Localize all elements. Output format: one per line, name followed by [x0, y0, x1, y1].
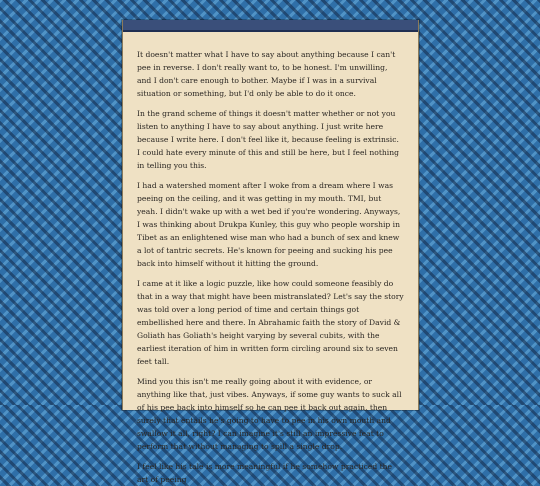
paragraph: I came at it like a logic puzzle, like how could someone feasibly do that in a way that might have been mistranslated? Let's say the story was told over a long period of time and certain things got embellished here and there. In Abrahamic faith the story of David & Goliath has Goliath's height varying by several cubits, with the earliest iteration of him in written form circling around six to seven feet tall. [137, 279, 404, 366]
paragraph: I had a watershed moment after I woke from a dream where I was peeing on the ceiling, and it was getting in my mouth. TMI, but yeah. I didn't wake up with a wet bed if you're wondering. Anyways, I was thinking about Drukpa Kunley, this guy who people worship in Tibet as an enlightened wise man who had a bunch of sex and knew a lot of tantric secrets. He's known for peeing and sucking his pee back into himself without it hitting the ground. [137, 181, 401, 268]
paragraph: It doesn't matter what I have to say about anything because I can't pee in reverse. I don't really want to, to be honest. I'm unwilling, and I don't care enough to bother. Maybe if I was in a survival situation or something, but I'd only be able to do it once. [137, 50, 396, 98]
post-body [123, 32, 418, 486]
paragraph: Mind you this isn't me really going about it with evidence, or anything like that, just vibes. Anyways, if some guy wants to suck all of his pee back into himself so he can pee it back out again, then surely that entails he's going to have to pee in his own mouth and swallow it all, right? I can imagine it's still an impressive feat to perform that without managing to spill a single drop. [137, 377, 402, 451]
paragraph: I feel like his tale is more meaningful if he somehow practiced the art of peeing [137, 462, 393, 484]
post-container [122, 20, 419, 484]
post-header-bar [123, 20, 418, 32]
paragraph: In the grand scheme of things it doesn't matter whether or not you listen to anything I have to say about anything. I just write here because I write here. I don't feel like it, because feeling is extrinsic. I could hate every minute of this and still be here, but I feel nothing in telling you this. [137, 109, 399, 170]
